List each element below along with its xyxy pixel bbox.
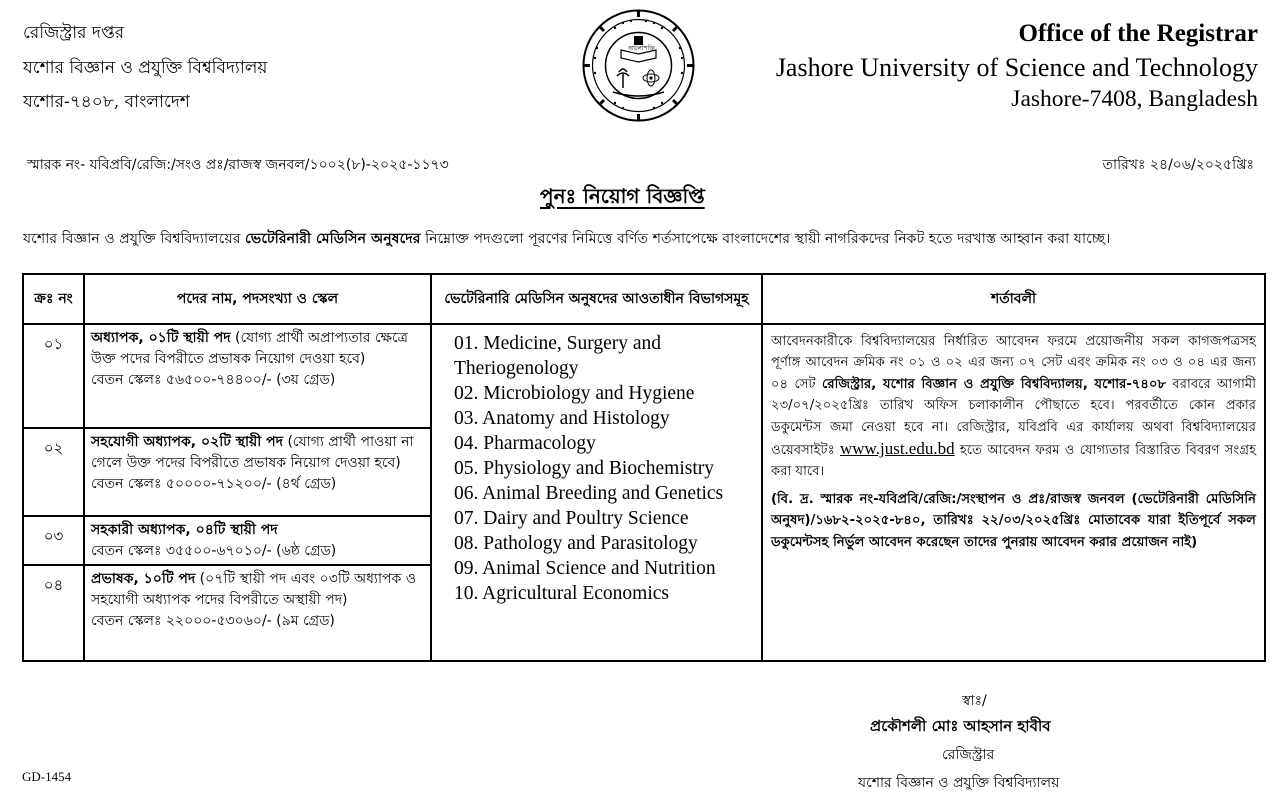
departments-list xyxy=(431,324,762,661)
row-serial: ০১ xyxy=(23,324,84,428)
header-terms: শর্তাবলী xyxy=(762,274,1265,324)
memo-reference: স্মারক নং- যবিপ্রবি/রেজি:/সংও প্রঃ/রাজস্ব জনবল/১০০২(৮)-২০২৫-১১৭৩ xyxy=(27,157,449,173)
logo-motto-right: শক্তি xyxy=(644,45,656,52)
faculty-name: ভেটেরিনারী মেডিসিন অনুষদের xyxy=(245,231,421,247)
table-row xyxy=(23,324,1265,428)
list-item: 09. Animal Science and Nutrition xyxy=(454,558,716,579)
office-name-bn: রেজিস্ট্রার দপ্তর xyxy=(23,23,125,43)
signatory-name: প্রকৌশলী মোঃ আহসান হাবীব xyxy=(870,717,1051,735)
signatory-institution: যশোর বিজ্ঞান ও প্রযুক্তি বিশ্ববিদ্যালয় xyxy=(858,775,1060,791)
university-seal-logo xyxy=(581,8,696,123)
list-item: 03. Anatomy and Histology xyxy=(454,408,670,429)
signatory-designation: রেজিস্ট্রার xyxy=(942,747,995,763)
pay-scale: বেতন স্কেলঃ ৫৬৫০০-৭৪৪০০/- (৩য় গ্রেড) xyxy=(91,372,336,388)
address-en: Jashore-7408, Bangladesh xyxy=(1011,86,1258,112)
post-note: (যোগ্য প্রার্থী অপ্রাপ্যতার ক্ষেত্রে উক্ত পদের বিপরীতে প্রভাষক নিয়োগ দেওয়া হবে) xyxy=(91,330,408,367)
list-item: 06. Animal Breeding and Genetics xyxy=(454,483,724,504)
registrar-address: রেজিস্ট্রার, যশোর বিজ্ঞান ও প্রযুক্তি বিশ্ববিদ্যালয়, যশোর-৭৪০৮ xyxy=(822,376,1167,392)
footer-code: GD-1454 xyxy=(22,769,72,784)
memo-date: তারিখঃ ২৪/০৬/২০২৫খ্রিঃ xyxy=(1102,157,1254,173)
university-name-bn: যশোর বিজ্ঞান ও প্রযুক্তি বিশ্ববিদ্যালয় xyxy=(23,58,268,78)
terms-cell: আবেদনকারীকে বিশ্ববিদ্যালয়ের নির্ধারিত আবেদন ফরমে প্রয়োজনীয় সকল কাগজপত্রসহ পূর্ণাঙ্গ আবেদন ক্রমিক নং ০১ ও ০২ এর জন্য ০৭ সেট এবং ক্রমিক নং ০৩ ও ০৪ এর জন্য ০৪ সেট রেজিস্ট্রার, যশোর বিজ্ঞান ও প্রযুক্তি বিশ্ববিদ্যালয়, যশোর-৭৪০৮ বরাবরে আগামী ২৩/০৭/২০২৫খ্রিঃ তারিখ অফিস চলাকালীন পৌছাতে হবে। পরবর্তীতে কোন প্রকার ডকুমেন্টস জমা নেওয়া হবে না। রেজিস্ট্রার, যবিপ্রবি এর কার্যালয় অথবা বিশ্ববিদ্যালয়ের ওয়েবসাইটঃ www.just.edu.bd হতে আবেদন ফরম ও যোগ্যতার বিস্তারিত বিবরণ সংগ্রহ করা যাবে। (বি. দ্র. স্মারক নং-যবিপ্রবি/রেজি:/সংস্থাপন ও প্রঃ/রাজস্ব জনবল (ভেটেরিনারী মেডিসিনি অনুষদ)/১৬৮২-২০২৫-৮৪০, তারিখঃ ২২/০৩/২০২৫খ্রিঃ মোতাবেক যারা ইতিপূর্বে সকল ডকুমেন্টসহ নির্ভুল আবেদন করেছেন তাদের পুনরায় আবেদন করার প্রয়োজন নাই) xyxy=(762,324,1265,661)
list-item: 04. Pharmacology xyxy=(454,433,596,454)
signed-mark: স্বাঃ/ xyxy=(962,693,987,709)
list-item: 02. Microbiology and Hygiene xyxy=(454,383,695,404)
header-post: পদের নাম, পদসংখ্যা ও স্কেল xyxy=(84,274,431,324)
table-header-row xyxy=(23,274,1265,324)
post-title: সহকারী অধ্যাপক, ০৪টি স্থায়ী পদ xyxy=(91,522,278,538)
list-item: 05. Physiology and Biochemistry xyxy=(454,458,714,479)
intro-paragraph: যশোর বিজ্ঞান ও প্রযুক্তি বিশ্ববিদ্যালয়ের ভেটেরিনারী মেডিসিন অনুষদের নিম্নোক্ত পদগুলো পূরণের নিমিত্তে বর্ণিত শর্তসাপেক্ষে বাংলাদেশের স্থায়ী নাগরিকদের নিকট হতে দরখাস্ত আহ্বান করা যাচ্ছে। xyxy=(23,231,1111,247)
row-post xyxy=(84,565,431,661)
list-item: 07. Dairy and Poultry Science xyxy=(454,508,689,529)
pay-scale: বেতন স্কেলঃ ৩৫৫০০-৬৭০১০/- (৬ষ্ঠ গ্রেড) xyxy=(91,543,337,559)
logo-motto-left: আলো xyxy=(628,45,644,52)
row-post xyxy=(84,428,431,516)
row-post xyxy=(84,516,431,565)
pay-scale: বেতন স্কেলঃ ৫০০০০-৭১২০০/- (৪র্থ গ্রেড) xyxy=(91,476,337,492)
website-link[interactable]: www.just.edu.bd xyxy=(840,439,955,459)
list-item: 01. Medicine, Surgery and xyxy=(454,333,662,354)
list-item: Theriogenology xyxy=(454,358,579,379)
office-name-en: Office of the Registrar xyxy=(1018,20,1258,47)
row-serial: ০৩ xyxy=(23,516,84,565)
vacancy-table xyxy=(22,273,1266,662)
post-note: (যোগ্য প্রার্থী পাওয়া না গেলে উক্ত পদের বিপরীতে প্রভাষক নিয়োগ দেওয়া হবে) xyxy=(91,434,414,471)
list-item: 10. Agricultural Economics xyxy=(454,583,669,604)
post-title: অধ্যাপক, ০১টি স্থায়ী পদ xyxy=(91,330,231,346)
post-title: প্রভাষক, ১০টি পদ xyxy=(91,571,196,587)
row-post xyxy=(84,324,431,428)
row-serial: ০৪ xyxy=(23,565,84,661)
row-serial: ০২ xyxy=(23,428,84,516)
university-name-en: Jashore University of Science and Technology xyxy=(775,53,1258,82)
list-item: 08. Pathology and Parasitology xyxy=(454,533,698,554)
header-serial: ক্রঃ নং xyxy=(23,274,84,324)
header-departments: ভেটেরিনারি মেডিসিন অনুষদের আওতাধীন বিভাগসমূহ xyxy=(431,274,762,324)
post-title: সহযোগী অধ্যাপক, ০২টি স্থায়ী পদ xyxy=(91,434,284,450)
address-bn: যশোর-৭৪০৮, বাংলাদেশ xyxy=(23,92,190,112)
notice-title: পুনঃ নিয়োগ বিজ্ঞপ্তি xyxy=(540,184,705,208)
pay-scale: বেতন স্কেলঃ ২২০০০-৫৩০৬০/- (৯ম গ্রেড) xyxy=(91,613,335,629)
post-note: (০৭টি স্থায়ী পদ এবং ০৩টি অধ্যাপক ও সহযোগী অধ্যাপক পদের বিপরীতে অস্থায়ী পদ) xyxy=(91,571,417,608)
special-note: (বি. দ্র. স্মারক নং-যবিপ্রবি/রেজি:/সংস্থাপন ও প্রঃ/রাজস্ব জনবল (ভেটেরিনারী মেডিসিনি অনুষদ)/১৬৮২-২০২৫-৮৪০, তারিখঃ ২২/০৩/২০২৫খ্রিঃ মোতাবেক যারা ইতিপূর্বে সকল ডকুমেন্টসহ নির্ভুল আবেদন করেছেন তাদের পুনরায় আবেদন করার প্রয়োজন নাই) xyxy=(771,491,1256,550)
